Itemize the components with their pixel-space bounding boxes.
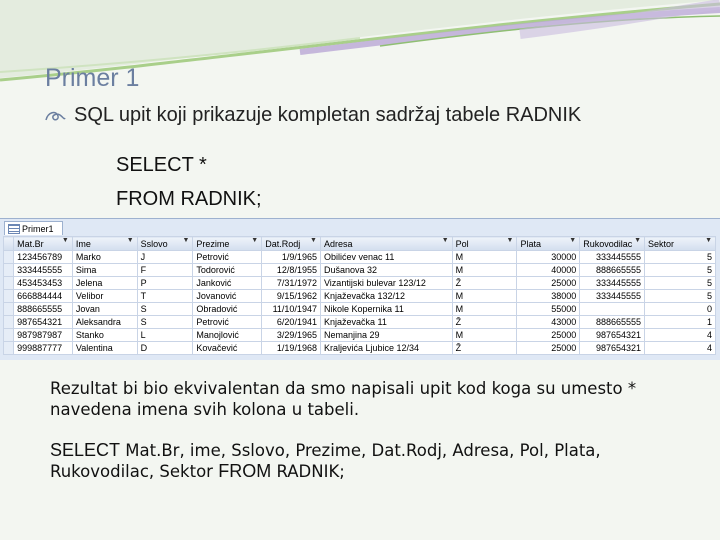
table-cell[interactable]: Kraljevića Ljubice 12/34: [320, 342, 452, 355]
table-row[interactable]: [4, 251, 716, 264]
col-header-matbr[interactable]: Mat.Br ▼: [14, 237, 73, 251]
col-header-sektor[interactable]: Sektor ▼: [645, 237, 716, 251]
grid-header-row: [4, 237, 716, 251]
table-cell[interactable]: 666884444: [14, 290, 73, 303]
tab-primer1[interactable]: [4, 221, 63, 235]
datasheet-grid: [3, 236, 716, 355]
table-cell[interactable]: S: [137, 316, 193, 329]
table-cell[interactable]: 333445555: [580, 290, 645, 303]
table-cell[interactable]: 987987987: [14, 329, 73, 342]
table-cell[interactable]: Nikole Kopernika 11: [320, 303, 452, 316]
table-cell[interactable]: Jelena: [72, 277, 137, 290]
dropdown-arrow-icon: ▼: [126, 237, 134, 244]
table-cell[interactable]: 987654321: [14, 316, 73, 329]
table-cell[interactable]: S: [137, 303, 193, 316]
table-cell[interactable]: Vizantijski bulevar 123/12: [320, 277, 452, 290]
table-cell[interactable]: Petrović: [193, 251, 262, 264]
table-cell[interactable]: 4: [645, 329, 716, 342]
sql-from-keyword: FROM: [218, 461, 272, 481]
sql-select-line: SELECT *: [116, 154, 207, 176]
table-cell[interactable]: Aleksandra: [72, 316, 137, 329]
col-header-rukovodilac[interactable]: Rukovodilac ▼: [580, 237, 645, 251]
sql-from-keyword: FROM: [116, 188, 175, 210]
select-all-cell[interactable]: [4, 237, 14, 251]
table-cell[interactable]: [580, 303, 645, 316]
equivalent-sql: [50, 440, 690, 482]
row-selector[interactable]: [4, 290, 14, 303]
sql-select-keyword: SELECT: [50, 440, 121, 460]
table-cell[interactable]: Jovan: [72, 303, 137, 316]
sql-table-name: RADNIK;: [271, 462, 345, 481]
table-cell[interactable]: Ž: [452, 316, 517, 329]
dropdown-arrow-icon: ▼: [182, 237, 190, 244]
table-cell[interactable]: Valentina: [72, 342, 137, 355]
tab-label: Primer1: [22, 223, 54, 234]
table-cell[interactable]: 6/20/1941: [262, 316, 321, 329]
table-row[interactable]: [4, 316, 716, 329]
table-cell[interactable]: 333445555: [14, 264, 73, 277]
row-selector[interactable]: [4, 277, 14, 290]
table-cell[interactable]: 55000: [517, 303, 580, 316]
dropdown-arrow-icon: ▼: [634, 237, 642, 244]
table-cell[interactable]: 987654321: [580, 329, 645, 342]
col-header-sslovo[interactable]: Sslovo ▼: [137, 237, 193, 251]
table-row[interactable]: [4, 277, 716, 290]
table-cell[interactable]: 5: [645, 277, 716, 290]
table-cell[interactable]: Knjaževačka 132/12: [320, 290, 452, 303]
table-cell[interactable]: 38000: [517, 290, 580, 303]
table-cell[interactable]: 333445555: [580, 277, 645, 290]
table-cell[interactable]: 333445555: [580, 251, 645, 264]
sql-from-table: RADNIK;: [174, 188, 262, 210]
table-cell[interactable]: 5: [645, 251, 716, 264]
table-cell[interactable]: M: [452, 329, 517, 342]
table-cell[interactable]: M: [452, 264, 517, 277]
table-cell[interactable]: Nemanjina 29: [320, 329, 452, 342]
table-cell[interactable]: 999887777: [14, 342, 73, 355]
table-row[interactable]: [4, 342, 716, 355]
table-cell[interactable]: 0: [645, 303, 716, 316]
dropdown-arrow-icon: ▼: [506, 237, 514, 244]
table-cell[interactable]: Dušanova 32: [320, 264, 452, 277]
row-selector[interactable]: [4, 316, 14, 329]
sql-from-line: [116, 182, 262, 216]
table-cell[interactable]: 25000: [517, 342, 580, 355]
table-cell[interactable]: 7/31/1972: [262, 277, 321, 290]
table-cell[interactable]: M: [452, 303, 517, 316]
table-cell[interactable]: 1/19/1968: [262, 342, 321, 355]
table-cell[interactable]: 453453453: [14, 277, 73, 290]
dropdown-arrow-icon: ▼: [251, 237, 259, 244]
table-cell[interactable]: Velibor: [72, 290, 137, 303]
table-cell[interactable]: Janković: [193, 277, 262, 290]
result-paragraph: Rezultat bi bio ekvivalentan da smo napisali upit kod koga su umesto * navedena imena svih kolona u tabeli.: [50, 379, 637, 419]
table-cell[interactable]: 5: [645, 290, 716, 303]
table-cell[interactable]: 40000: [517, 264, 580, 277]
dropdown-arrow-icon: ▼: [61, 237, 69, 244]
slide-title: Primer 1: [45, 64, 140, 92]
table-cell[interactable]: 987654321: [580, 342, 645, 355]
access-table-screenshot: [0, 218, 720, 360]
table-cell[interactable]: 5: [645, 264, 716, 277]
table-cell[interactable]: F: [137, 264, 193, 277]
table-row[interactable]: [4, 290, 716, 303]
table-cell[interactable]: Ž: [452, 277, 517, 290]
table-cell[interactable]: 43000: [517, 316, 580, 329]
table-icon: [8, 224, 20, 234]
table-cell[interactable]: Todorović: [193, 264, 262, 277]
table-cell[interactable]: 4: [645, 342, 716, 355]
table-cell[interactable]: 1: [645, 316, 716, 329]
table-cell[interactable]: T: [137, 290, 193, 303]
col-header-pol[interactable]: Pol ▼: [452, 237, 517, 251]
bullet-item: [44, 104, 581, 127]
table-cell[interactable]: 3/29/1965: [262, 329, 321, 342]
table-row[interactable]: [4, 264, 716, 277]
table-cell[interactable]: 25000: [517, 277, 580, 290]
row-selector[interactable]: [4, 251, 14, 264]
result-explanation: [50, 378, 690, 482]
table-cell[interactable]: 123456789: [14, 251, 73, 264]
table-cell[interactable]: 12/8/1955: [262, 264, 321, 277]
dropdown-arrow-icon: ▼: [705, 237, 712, 244]
dropdown-arrow-icon: ▼: [569, 237, 577, 244]
table-cell[interactable]: M: [452, 251, 517, 264]
table-cell[interactable]: 888665555: [580, 264, 645, 277]
sql-column-list: Mat.Br, ime, Sslovo, Prezime, Dat.Rodj, Adresa, Pol, Plata, Rukovodilac, Sektor: [50, 441, 601, 481]
col-header-prezime[interactable]: Prezime ▼: [193, 237, 262, 251]
table-cell[interactable]: Obilićev venac 11: [320, 251, 452, 264]
bullet-swirl-icon: [44, 108, 66, 124]
table-row[interactable]: [4, 303, 716, 316]
table-cell[interactable]: Obradović: [193, 303, 262, 316]
row-selector[interactable]: [4, 342, 14, 355]
table-cell[interactable]: D: [137, 342, 193, 355]
table-cell[interactable]: 11/10/1947: [262, 303, 321, 316]
row-selector[interactable]: [4, 264, 14, 277]
table-cell[interactable]: 888665555: [580, 316, 645, 329]
table-cell[interactable]: Petrović: [193, 316, 262, 329]
table-row[interactable]: [4, 329, 716, 342]
table-cell[interactable]: 1/9/1965: [262, 251, 321, 264]
row-selector[interactable]: [4, 329, 14, 342]
col-header-adresa[interactable]: Adresa ▼: [320, 237, 452, 251]
table-cell[interactable]: 30000: [517, 251, 580, 264]
table-cell[interactable]: Marko: [72, 251, 137, 264]
table-cell[interactable]: L: [137, 329, 193, 342]
col-header-ime[interactable]: Ime ▼: [72, 237, 137, 251]
table-cell[interactable]: 25000: [517, 329, 580, 342]
col-header-plata[interactable]: Plata ▼: [517, 237, 580, 251]
table-cell[interactable]: Kovačević: [193, 342, 262, 355]
row-selector[interactable]: [4, 303, 14, 316]
table-cell[interactable]: Ž: [452, 342, 517, 355]
table-cell[interactable]: Knjaževačka 11: [320, 316, 452, 329]
table-cell[interactable]: 888665555: [14, 303, 73, 316]
sql-query-block: [116, 148, 262, 216]
bullet-text: SQL upit koji prikazuje kompletan sadržaj tabele RADNIK: [74, 104, 582, 126]
table-cell[interactable]: Jovanović: [193, 290, 262, 303]
table-cell[interactable]: P: [137, 277, 193, 290]
table-cell[interactable]: M: [452, 290, 517, 303]
dropdown-arrow-icon: ▼: [310, 237, 317, 244]
dropdown-arrow-icon: ▼: [441, 237, 449, 244]
table-cell[interactable]: Sima: [72, 264, 137, 277]
col-header-datrodj[interactable]: Dat.Rodj ▼: [262, 237, 321, 251]
table-cell[interactable]: Stanko: [72, 329, 137, 342]
table-cell[interactable]: J: [137, 251, 193, 264]
table-cell[interactable]: Manojlović: [193, 329, 262, 342]
table-cell[interactable]: 9/15/1962: [262, 290, 321, 303]
